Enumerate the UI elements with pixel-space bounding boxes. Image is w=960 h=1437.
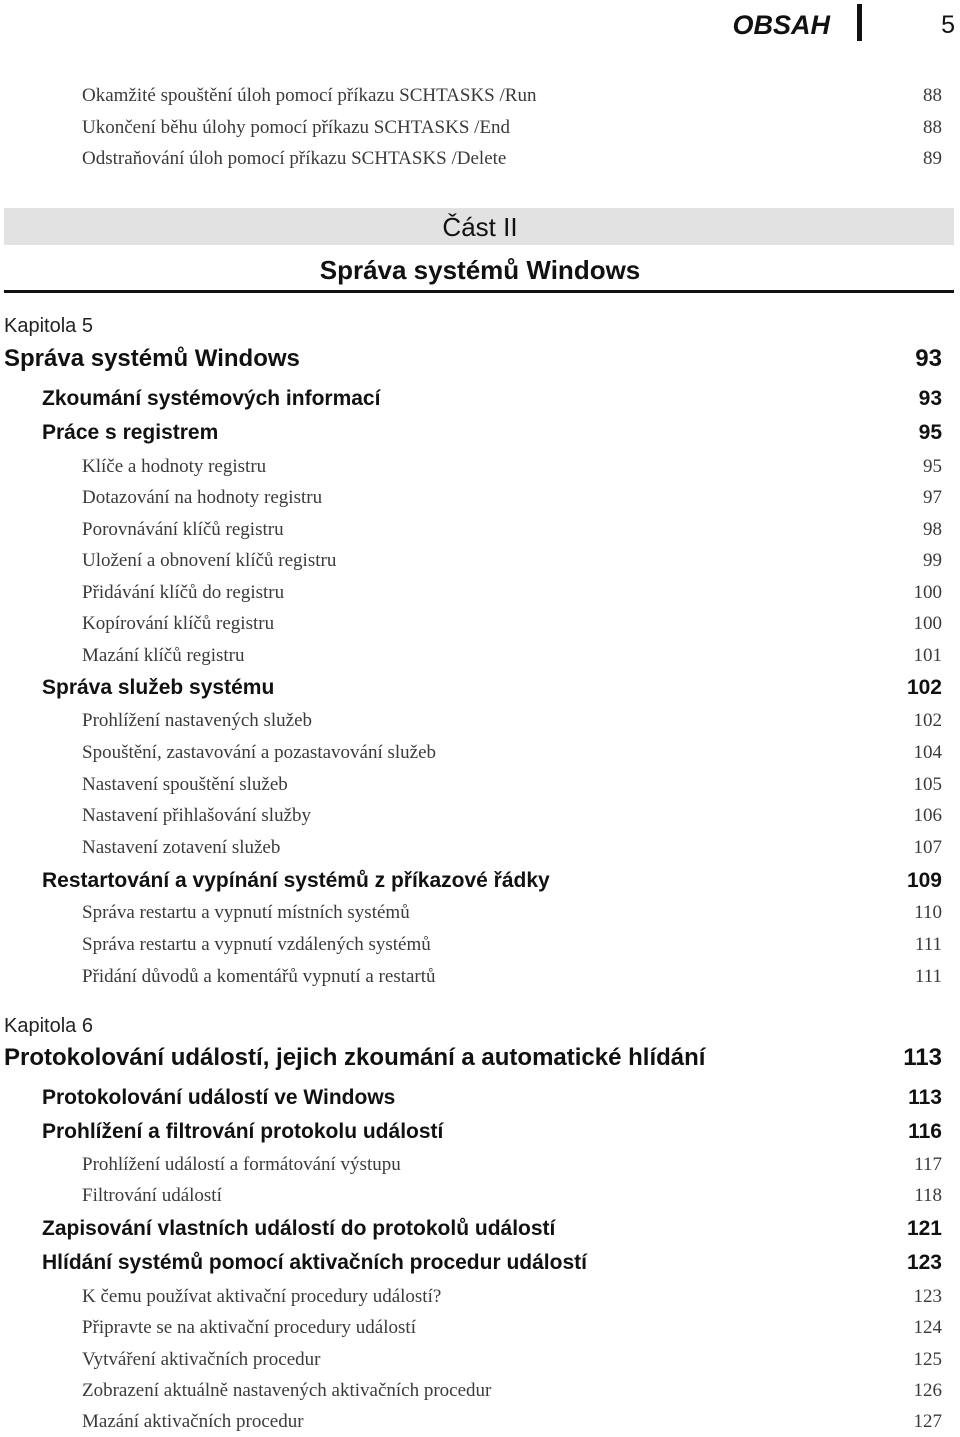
toc-entry[interactable]	[0, 706, 942, 736]
toc-entry-title: Prohlížení událostí a formátování výstupu	[82, 1154, 401, 1175]
toc-entry-page: 107	[913, 837, 942, 858]
toc-entry-page: 100	[913, 582, 942, 603]
toc-section-page: 113	[908, 1086, 942, 1109]
toc-entry-page: 89	[923, 148, 942, 169]
toc-section-title: Protokolování událostí ve Windows	[42, 1086, 396, 1109]
chapter-label: Kapitola 5	[4, 315, 93, 337]
toc-section[interactable]	[0, 384, 942, 414]
toc-entry-page: 105	[913, 774, 942, 795]
toc-entry[interactable]	[0, 962, 942, 992]
toc-entry-title: Vytváření aktivačních procedur	[82, 1349, 321, 1370]
toc-entry-title: Zobrazení aktuálně nastavených aktivačních procedur	[82, 1380, 492, 1401]
toc-entry-title: Kopírování klíčů registru	[82, 613, 275, 634]
toc-entry-page: 126	[913, 1380, 942, 1401]
toc-entry[interactable]	[0, 483, 942, 513]
toc-entry[interactable]	[0, 770, 942, 800]
toc-section-title: Prohlížení a filtrování protokolu událostí	[42, 1120, 444, 1143]
part-number: Část II	[442, 212, 518, 242]
chapter-heading[interactable]	[0, 1043, 942, 1073]
toc-entry[interactable]	[0, 641, 942, 671]
toc-section[interactable]	[0, 866, 942, 896]
toc-entry[interactable]	[0, 515, 942, 545]
toc-entry[interactable]	[0, 833, 942, 863]
chapter-title: Protokolování událostí, jejich zkoumání a automatické hlídání	[4, 1044, 706, 1071]
running-header-title: OBSAH	[732, 10, 830, 40]
toc-section-page: 93	[918, 387, 942, 410]
toc-entry-page: 111	[914, 966, 942, 987]
toc-entry-page: 111	[914, 934, 942, 955]
toc-entry-page: 95	[923, 456, 942, 477]
toc-entry-page: 124	[913, 1317, 942, 1338]
toc-section-page: 95	[918, 421, 942, 444]
toc-entry-title: Připravte se na aktivační procedury událostí	[82, 1317, 416, 1338]
toc-entry-title: Přidávání klíčů do registru	[82, 582, 285, 603]
toc-entry-page: 118	[914, 1185, 942, 1206]
chapter-page: 93	[915, 345, 942, 372]
toc-entry[interactable]	[0, 1407, 942, 1437]
toc-section-page: 102	[906, 676, 942, 699]
toc-section-title: Hlídání systémů pomocí aktivačních procedur událostí	[42, 1251, 587, 1274]
toc-entry-page: 117	[914, 1154, 942, 1175]
toc-section[interactable]	[0, 1083, 942, 1113]
toc-entry-title: Okamžité spouštění úloh pomocí příkazu SCHTASKS /Run	[82, 85, 537, 106]
toc-entry-title: Klíče a hodnoty registru	[82, 456, 267, 477]
toc-entry-page: 125	[913, 1349, 942, 1370]
toc-entry[interactable]	[0, 1376, 942, 1406]
toc-entry-title: Odstraňování úloh pomocí příkazu SCHTASKS /Delete	[82, 148, 507, 169]
toc-entry[interactable]	[0, 452, 942, 482]
toc-entry-title: Uložení a obnovení klíčů registru	[82, 550, 337, 571]
toc-entry-title: Správa restartu a vypnutí místních systémů	[82, 902, 410, 923]
toc-section-title: Práce s registrem	[42, 421, 219, 444]
toc-entry[interactable]	[0, 144, 942, 174]
toc-entry[interactable]	[0, 578, 942, 608]
toc-entry[interactable]	[0, 1150, 942, 1180]
toc-entry-page: 127	[913, 1411, 942, 1432]
toc-section[interactable]	[0, 1214, 942, 1244]
toc-entry-page: 106	[913, 805, 942, 826]
toc-section-page: 116	[908, 1120, 942, 1143]
toc-entry[interactable]	[0, 546, 942, 576]
toc-entry[interactable]	[0, 801, 942, 831]
toc-entry-page: 101	[913, 645, 942, 666]
toc-entry-title: Ukončení běhu úlohy pomocí příkazu SCHTASKS /End	[82, 117, 511, 138]
toc-section-title: Zkoumání systémových informací	[42, 387, 381, 410]
toc-entry[interactable]	[0, 81, 942, 111]
toc-entry-title: Dotazování na hodnoty registru	[82, 487, 323, 508]
toc-section-title: Zapisování vlastních událostí do protokolů událostí	[42, 1217, 556, 1240]
running-header-page-number: 5	[941, 11, 955, 39]
toc-entry-page: 98	[923, 519, 942, 540]
toc-entry-title: Nastavení zotavení služeb	[82, 837, 281, 858]
toc-entry-page: 104	[913, 742, 942, 763]
toc-section-page: 121	[906, 1217, 942, 1240]
toc-entry[interactable]	[0, 1181, 942, 1211]
toc-entry-title: Mazání aktivačních procedur	[82, 1411, 304, 1432]
toc-section-page: 109	[906, 869, 942, 892]
chapter-heading[interactable]	[0, 344, 942, 374]
toc-entry-title: Porovnávání klíčů registru	[82, 519, 284, 540]
chapter-title: Správa systémů Windows	[4, 345, 300, 372]
toc-entry[interactable]	[0, 930, 942, 960]
toc-entry-title: Prohlížení nastavených služeb	[82, 710, 313, 731]
toc-entry-title: Filtrování událostí	[82, 1185, 222, 1206]
toc-entry-page: 97	[923, 487, 942, 508]
toc-entry-title: Správa restartu a vypnutí vzdálených systémů	[82, 934, 431, 955]
toc-entry-page: 123	[913, 1286, 942, 1307]
toc-entry-title: Nastavení přihlašování služby	[82, 805, 312, 826]
toc-entry[interactable]	[0, 1345, 942, 1375]
chapter-page: 113	[903, 1044, 942, 1071]
toc-entry-title: Přidání důvodů a komentářů vypnutí a restartů	[82, 966, 436, 987]
toc-entry[interactable]	[0, 898, 942, 928]
toc-section-page: 123	[906, 1251, 942, 1274]
toc-section[interactable]	[0, 673, 942, 703]
toc-entry-title: Nastavení spouštění služeb	[82, 774, 288, 795]
chapter-label: Kapitola 6	[4, 1015, 93, 1037]
toc-entry-page: 99	[923, 550, 942, 571]
toc-entry-page: 102	[913, 710, 942, 731]
part-heading-rule	[4, 290, 954, 293]
toc-entry[interactable]	[0, 738, 942, 768]
toc-entry-page: 110	[914, 902, 942, 923]
toc-entry-title: K čemu používat aktivační procedury událostí?	[82, 1286, 442, 1307]
toc-section[interactable]	[0, 1248, 942, 1278]
toc-entry[interactable]	[0, 113, 942, 143]
toc-section[interactable]	[0, 1117, 942, 1147]
toc-entry[interactable]	[0, 1282, 942, 1312]
toc-section-title: Restartování a vypínání systémů z příkazové řádky	[42, 869, 550, 892]
toc-entry-page: 88	[923, 117, 942, 138]
toc-entry-title: Spouštění, zastavování a pozastavování služeb	[82, 742, 437, 763]
toc-entry[interactable]	[0, 1313, 942, 1343]
toc-entry[interactable]	[0, 609, 942, 639]
part-title: Správa systémů Windows	[319, 255, 641, 285]
toc-section-title: Správa služeb systému	[42, 676, 275, 699]
toc-entry-page: 100	[913, 613, 942, 634]
toc-entry-page: 88	[923, 85, 942, 106]
header-divider	[857, 4, 862, 41]
toc-entry-title: Mazání klíčů registru	[82, 645, 245, 666]
toc-section[interactable]	[0, 418, 942, 448]
